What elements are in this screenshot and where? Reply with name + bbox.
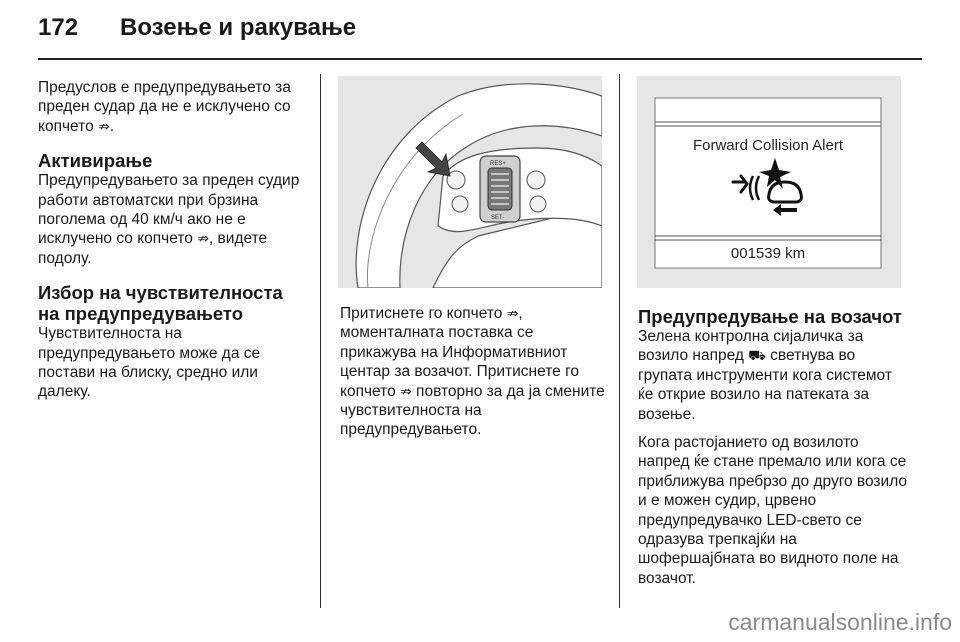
column-left [38, 78, 306, 411]
button-instruction-paragraph: Притиснете го копчето ⇏, моменталната поставка се прикажува на Информативниот центар за возачот. Притиснете го копчето ⇏ повторно за да ја смените чувствителноста на предупредувањето. [340, 305, 605, 439]
column-divider-2 [619, 74, 620, 608]
indicator-paragraph: Зелена контролна сијаличка за возило напред ⛟ светнува во групата инструменти кога системот ќе открие возило на патеката за возење. [638, 328, 892, 423]
wheel-button-label: RES+ [490, 161, 506, 167]
odometer-reading: 001539 km [730, 245, 806, 262]
steering-wheel-illustration [338, 76, 602, 288]
distance-button-icon: ⇏ [506, 305, 519, 321]
wheel-button-label: SET- [491, 215, 505, 221]
chapter-title: Возење и ракување [120, 14, 357, 41]
distance-button-icon: ⇏ [98, 117, 110, 134]
watermark: carmanualsonline.info [728, 609, 952, 635]
distance-button-icon: ⇏ [400, 382, 412, 399]
header-divider [38, 58, 922, 60]
heading-activation: Активирање [38, 150, 153, 172]
heading-sensitivity: Избор на чувствителноста на предупредувањето [38, 282, 283, 325]
distance-paragraph: Кога растојанието од возилото напред ќе стане премало или кога се приближува пребрзо до друго возило и е можен судир, црвено предупредувачко LED-свето се одразува трепкајќи на шофершајбната во видното поле на возачот. [638, 434, 908, 587]
steering-wheel-drawing [338, 76, 602, 288]
intro-paragraph: Предуслов е предупредувањето за преден судар да не е исклучено со копчето ⇏. [38, 79, 291, 135]
distance-button-icon: ⇏ [197, 230, 209, 247]
display-title: Forward Collision Alert [692, 137, 844, 154]
vehicle-ahead-icon: ⛟ [748, 347, 766, 364]
page-header [38, 14, 922, 50]
instrument-display-drawing [637, 76, 901, 288]
column-right [638, 306, 908, 597]
heading-vehicle-ahead: Предупредување на возачот [638, 306, 902, 327]
column-divider-1 [320, 74, 321, 608]
sensitivity-paragraph: Чувствителноста на предупредувањето може да се постави на блиску, средно или далеку. [38, 325, 261, 401]
activation-paragraph: Предупредувањето за преден судир работи автоматски при брзина поголема од 40 км/ч ако не е исклучено со копчето ⇏, видете подолу. [38, 172, 300, 267]
display-illustration [637, 76, 901, 288]
page-number: 172 [38, 14, 79, 41]
column-middle [340, 304, 608, 449]
